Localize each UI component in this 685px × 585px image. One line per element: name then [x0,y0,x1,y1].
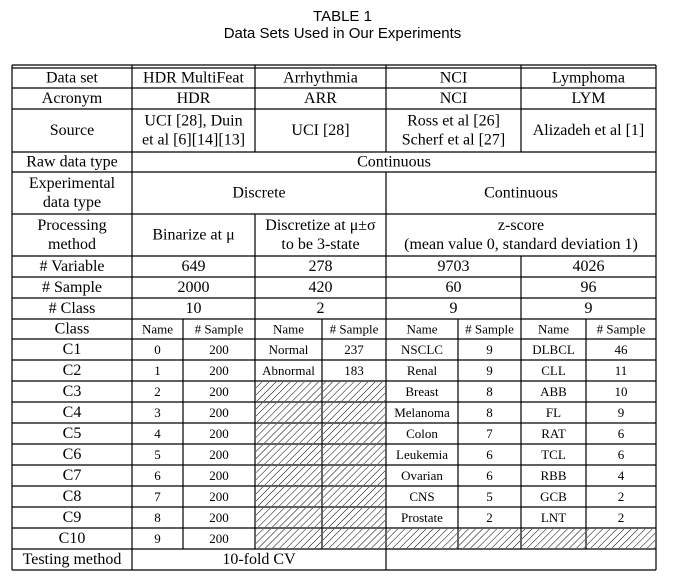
dataset-source: et al [6][14][13] [141,131,246,149]
class-sample-cell: 200 [209,531,229,546]
class-label: C9 [62,509,82,526]
dataset-source: Ross et al [26] [407,112,500,130]
class-name-cell: Ovarian [401,468,443,483]
class-name-cell: TCL [541,447,566,462]
dataset-name: Lymphoma [552,69,625,87]
row-label: data type [42,194,102,211]
hatched-empty-cell [256,487,321,506]
class-name-cell: 2 [154,384,161,399]
row-label: Experimental [28,175,116,192]
dataset-acronym: HDR [176,90,211,107]
raw-data-type: Continuous [357,153,431,171]
hatched-empty-cell [323,424,385,443]
experimental-type: Continuous [484,184,558,202]
sub-header-sample: # Sample [465,321,514,337]
class-count: 2 [316,300,325,317]
testing-method: 10-fold CV [222,551,296,568]
class-sample-cell: 46 [614,342,628,357]
experimental-type: Discrete [232,184,286,202]
row-label: # Variable [39,258,105,275]
class-name-cell: RAT [541,426,566,441]
hatched-empty-cell [323,508,385,527]
class-sample-cell: 183 [344,363,364,378]
row-label: # Class [48,300,96,317]
hatched-empty-cell [256,382,321,401]
class-sample-cell: 6 [617,426,625,441]
class-name-cell: Abnormal [262,363,315,378]
class-name-cell: Melanoma [394,405,450,420]
variable-count: 278 [308,258,333,275]
class-name-cell: 3 [154,405,161,420]
sample-count: 420 [308,279,333,296]
row-label: Class [54,320,90,338]
table-title: Data Sets Used in Our Experiments [223,25,462,42]
dataset-acronym: LYM [571,90,606,107]
class-sample-cell: 2 [486,510,493,525]
class-name-cell: 4 [154,426,161,441]
dataset-source: Scherf et al [27] [401,131,506,149]
class-name-cell: GCB [540,489,567,504]
class-name-cell: DLBCL [532,342,575,357]
hatched-empty-cell [256,529,321,548]
table-label: TABLE 1 [313,8,372,25]
class-name-cell: Colon [406,426,438,441]
class-sample-cell: 200 [209,342,229,357]
sub-header-name: Name [272,321,305,337]
class-name-cell: LNT [540,510,567,525]
class-sample-cell: 10 [614,384,628,399]
row-label: Processing [37,217,107,234]
hatched-empty-cell [256,508,321,527]
class-name-cell: Prostate [401,510,443,525]
dataset-name: HDR MultiFeat [143,69,244,87]
sub-header-sample: # Sample [329,321,379,337]
class-name-cell: CLL [541,363,566,378]
hatched-empty-cell [323,487,385,506]
class-label: C3 [62,383,82,400]
class-sample-cell: 11 [614,363,628,378]
class-sample-cell: 9 [617,405,625,420]
class-name-cell: CNS [409,489,435,504]
class-sample-cell: 7 [486,426,493,441]
processing-method: (mean value 0, standard deviation 1) [404,236,638,253]
dataset-source: UCI [28], Duin [144,112,243,130]
row-label: Acronym [41,90,103,107]
hatched-empty-cell [387,529,457,548]
class-name-cell: RBB [540,468,567,483]
hatched-empty-cell [256,403,321,422]
sample-count: 60 [445,279,462,296]
class-name-cell: Breast [405,384,439,399]
class-sample-cell: 8 [486,384,493,399]
sub-header-sample: # Sample [194,321,244,337]
dataset-source: UCI [28] [291,122,350,139]
class-name-cell: NSCLC [401,342,443,357]
class-sample-cell: 200 [209,384,229,399]
class-sample-cell: 6 [486,468,493,483]
class-name-cell: ABB [540,384,567,399]
hatched-empty-cell [459,529,520,548]
processing-method: Binarize at μ [152,226,235,244]
class-name-cell: 6 [154,468,161,483]
class-name-cell: FL [545,405,562,420]
class-sample-cell: 5 [486,489,493,504]
class-sample-cell: 6 [486,447,493,462]
sub-header-name: Name [141,321,174,337]
class-name-cell: 0 [154,342,161,357]
class-name-cell: Renal [406,363,438,378]
sample-count: 2000 [177,279,210,296]
row-label: # Sample [42,279,102,296]
hatched-empty-cell [323,382,385,401]
sub-header-sample: # Sample [596,321,646,337]
row-label: Testing method [22,551,122,568]
dataset-acronym: ARR [304,90,337,107]
class-count: 9 [584,300,593,317]
class-name-cell: 1 [154,363,161,378]
sub-header-name: Name [406,321,438,337]
class-name-cell: 7 [154,489,161,504]
class-label: C10 [58,530,86,547]
hatched-empty-cell [256,466,321,485]
class-sample-cell: 2 [617,510,625,525]
class-sample-cell: 9 [486,342,493,357]
dataset-acronym: NCI [439,90,468,107]
hatched-empty-cell [587,529,655,548]
variable-count: 9703 [437,258,470,275]
class-name-cell: 5 [154,447,161,462]
class-label: C5 [62,425,82,442]
class-sample-cell: 200 [209,405,229,420]
class-label: C2 [62,362,82,379]
variable-count: 649 [181,258,206,275]
dataset-name: NCI [439,69,468,87]
sub-header-name: Name [537,321,570,337]
row-label: method [48,236,96,253]
class-name-cell: Leukemia [396,447,448,462]
class-label: C6 [62,446,82,463]
processing-method: to be 3-state [281,236,360,253]
class-sample-cell: 200 [209,447,229,462]
hatched-empty-cell [323,529,385,548]
class-name-cell: 9 [154,531,161,546]
processing-method: Discretize at μ±σ [265,217,376,234]
hatched-empty-cell [323,466,385,485]
class-sample-cell: 200 [209,510,229,525]
class-count: 10 [185,300,202,317]
class-label: C4 [62,404,82,421]
variable-count: 4026 [572,258,605,275]
hatched-empty-cell [323,445,385,464]
processing-method: z-score [497,217,545,234]
hatched-empty-cell [522,529,585,548]
dataset-name: Arrhythmia [283,69,358,87]
class-sample-cell: 200 [209,363,229,378]
class-sample-cell: 200 [209,489,229,504]
class-sample-cell: 6 [617,447,625,462]
hatched-empty-cell [323,403,385,422]
class-count: 9 [449,300,458,317]
class-sample-cell: 4 [617,468,625,483]
row-label: Data set [46,69,98,87]
class-sample-cell: 2 [617,489,625,504]
row-label: Source [49,122,95,139]
sample-count: 96 [580,279,597,296]
class-label: C8 [62,488,82,505]
dataset-source: Alizadeh et al [1] [532,122,645,139]
hatched-empty-cell [256,445,321,464]
class-sample-cell: 200 [209,426,229,441]
class-label: C7 [62,467,82,484]
class-sample-cell: 8 [486,405,493,420]
class-label: C1 [62,341,82,358]
row-label: Raw data type [26,153,118,171]
class-name-cell: 8 [154,510,161,525]
class-sample-cell: 9 [486,363,493,378]
class-name-cell: Normal [268,342,309,357]
class-sample-cell: 200 [209,468,229,483]
hatched-empty-cell [256,424,321,443]
class-sample-cell: 237 [344,342,364,357]
